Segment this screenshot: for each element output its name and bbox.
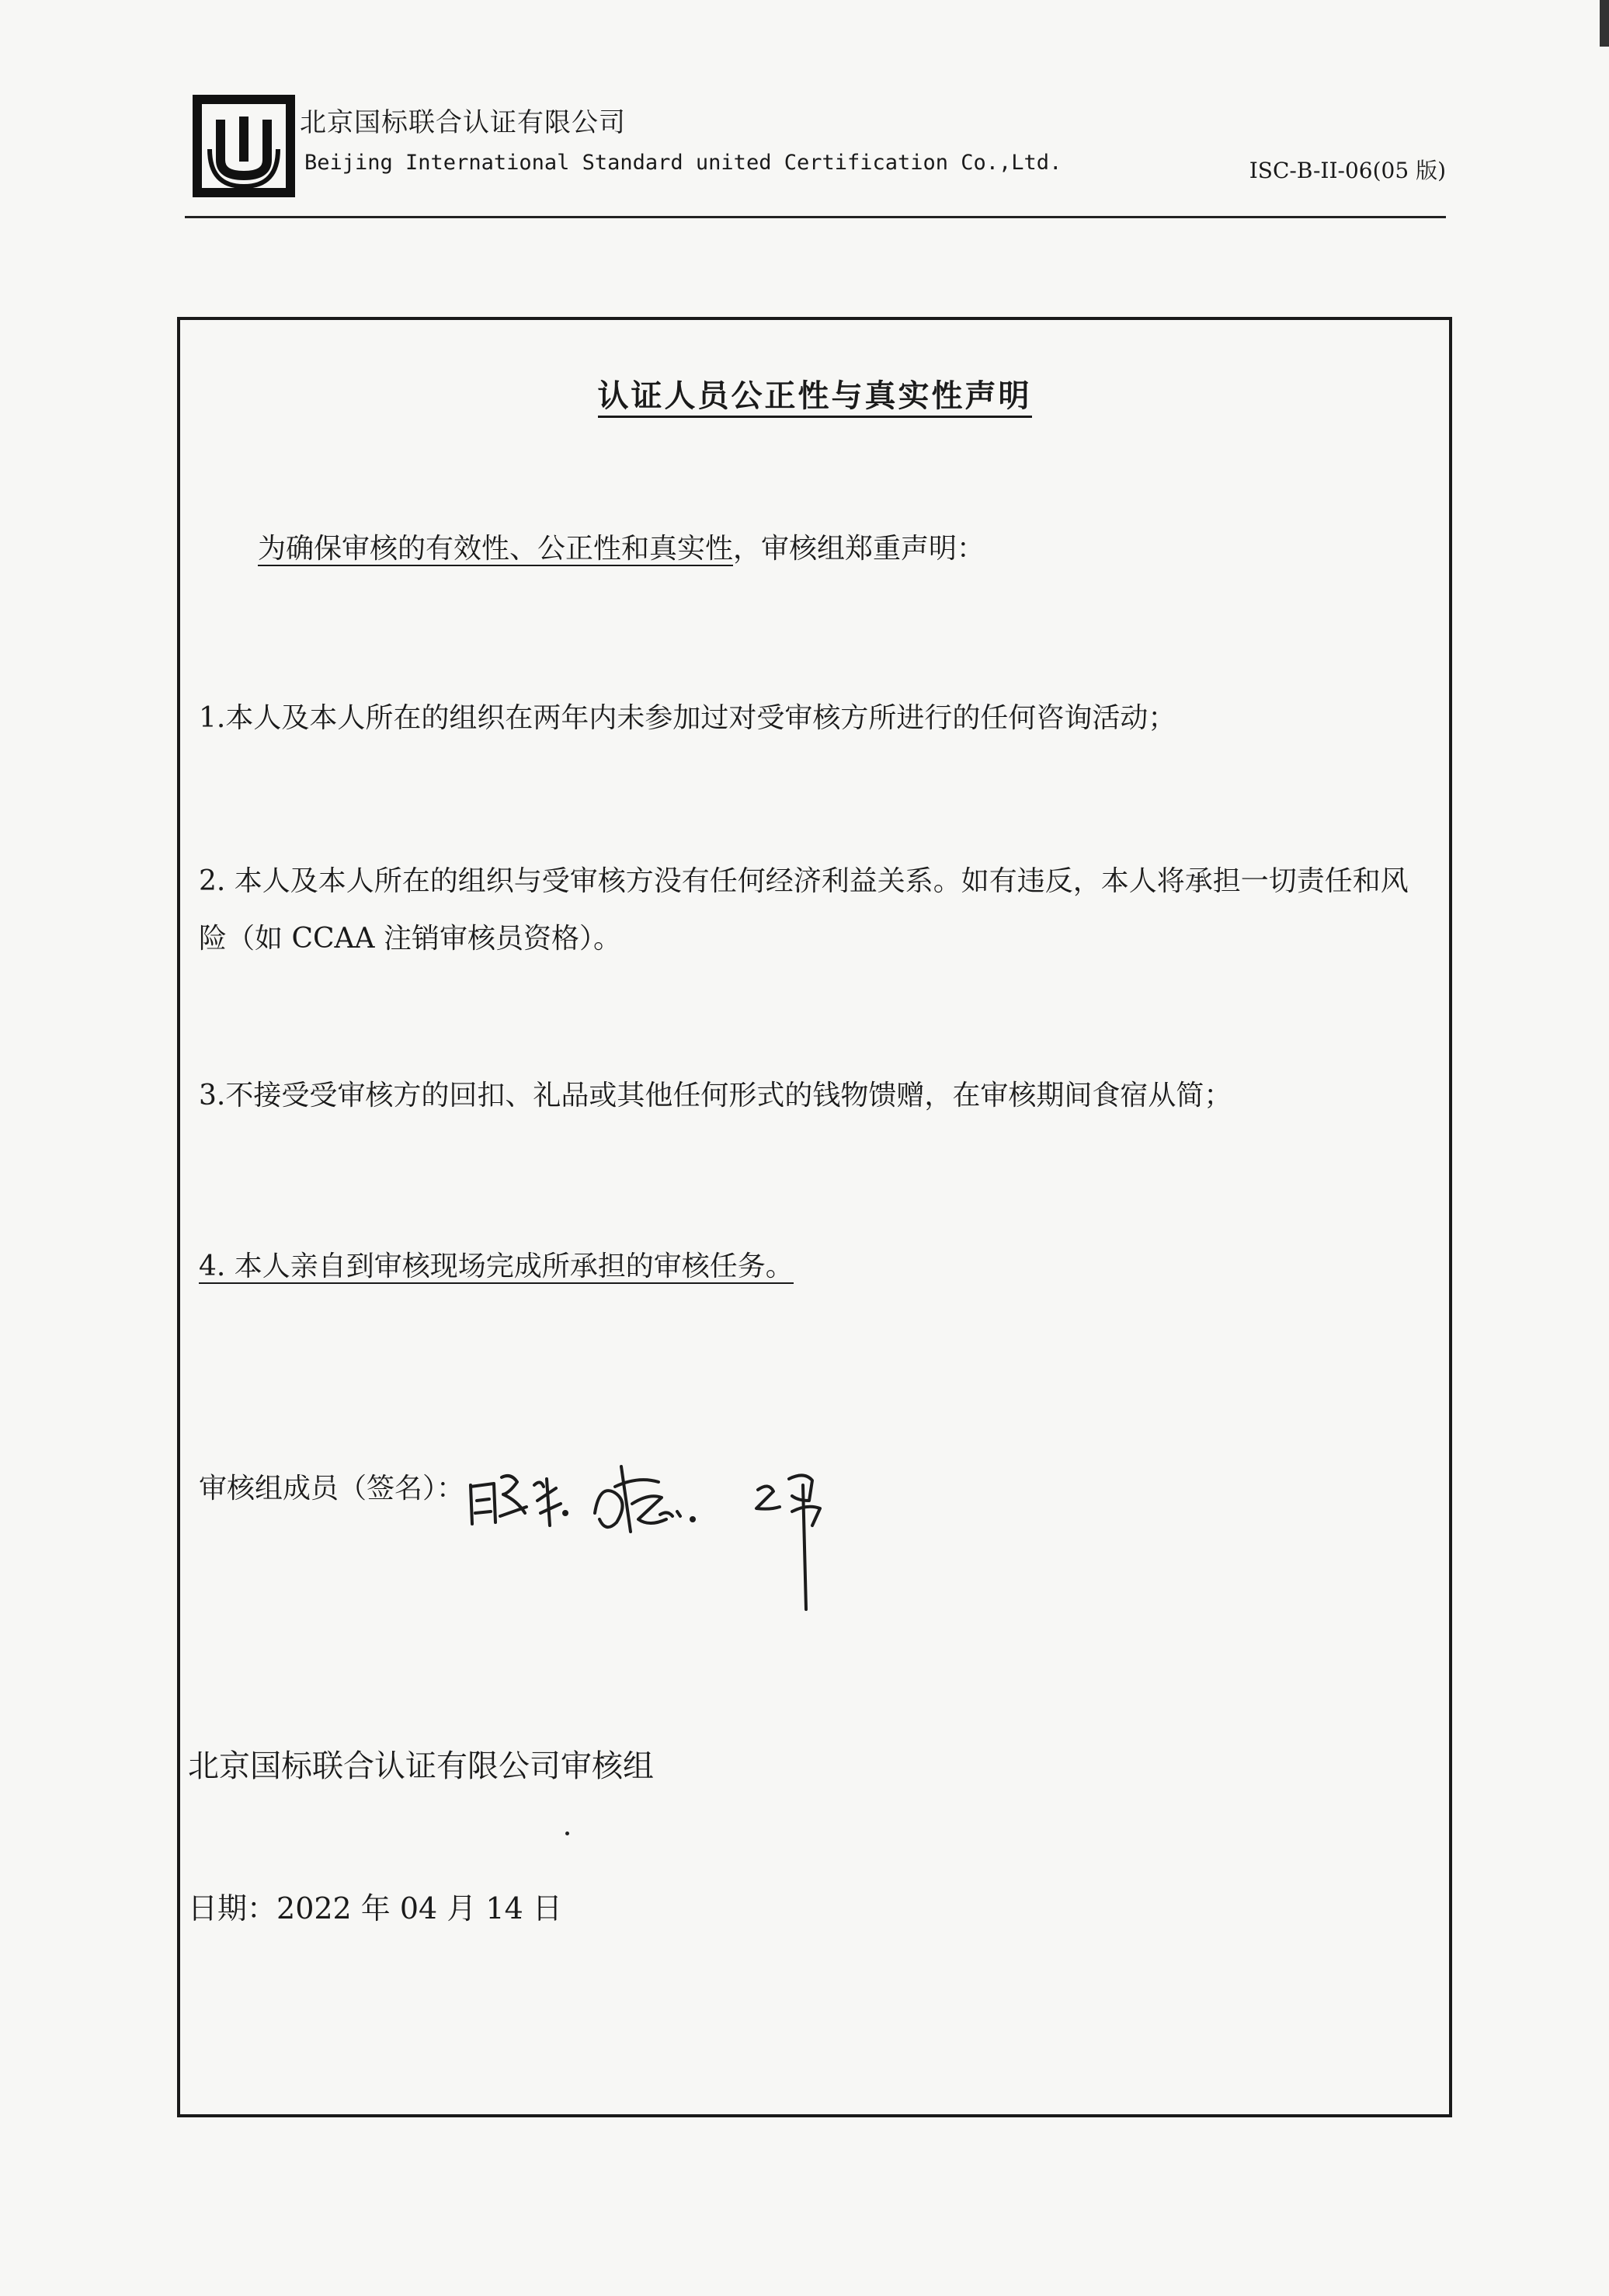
intro-underlined: 为确保审核的有效性、公正性和真实性 [258, 533, 734, 565]
company-logo-icon [193, 95, 295, 197]
handwritten-signatures-icon [463, 1438, 1006, 1625]
ink-dot [565, 1832, 569, 1835]
declaration-1: 1.本人及本人所在的组织在两年内未参加过对受审核方所进行的任何咨询活动； [199, 702, 1176, 734]
date-value: 2022 年 04 月 14 日 [276, 1891, 562, 1926]
signature-label: 审核组成员（签名）： [199, 1473, 465, 1505]
declaration-4-text: 4. 本人亲自到审核现场完成所承担的审核任务。 [199, 1251, 794, 1282]
document-code: ISC-B-II-06(05 版) [1249, 158, 1446, 183]
company-name-cn: 北京国标联合认证有限公司 [300, 107, 626, 138]
letterhead [193, 85, 1446, 217]
declaration-3: 3.不接受受审核方的回扣、礼品或其他任何形式的钱物馈赠，在审核期间食宿从简； [199, 1080, 1232, 1111]
signature-row [199, 1446, 1053, 1617]
declaration-2: 2. 本人及本人所在的组织与受审核方没有任何经济利益关系。如有违反，本人将承担一切责任和风险（如 CCAA 注销审核员资格）。 [199, 865, 1409, 955]
declaration-4 [199, 1238, 1434, 1296]
company-name-en: Beijing International Standard united Certification Co.,Ltd. [304, 151, 1062, 175]
declaration-frame [177, 317, 1452, 2117]
date-label: 日期： [188, 1891, 277, 1926]
intro-rest: ，审核组郑重声明： [733, 533, 985, 565]
intro-paragraph [258, 520, 1434, 578]
date-row [188, 1884, 562, 1927]
document-title [180, 371, 1449, 416]
title-text: 认证人员公正性与真实性声明 [598, 378, 1032, 418]
auditor-group: 北京国标联合认证有限公司审核组 [188, 1748, 654, 1784]
header-rule [185, 216, 1446, 218]
scan-edge-mark [1600, 0, 1609, 47]
